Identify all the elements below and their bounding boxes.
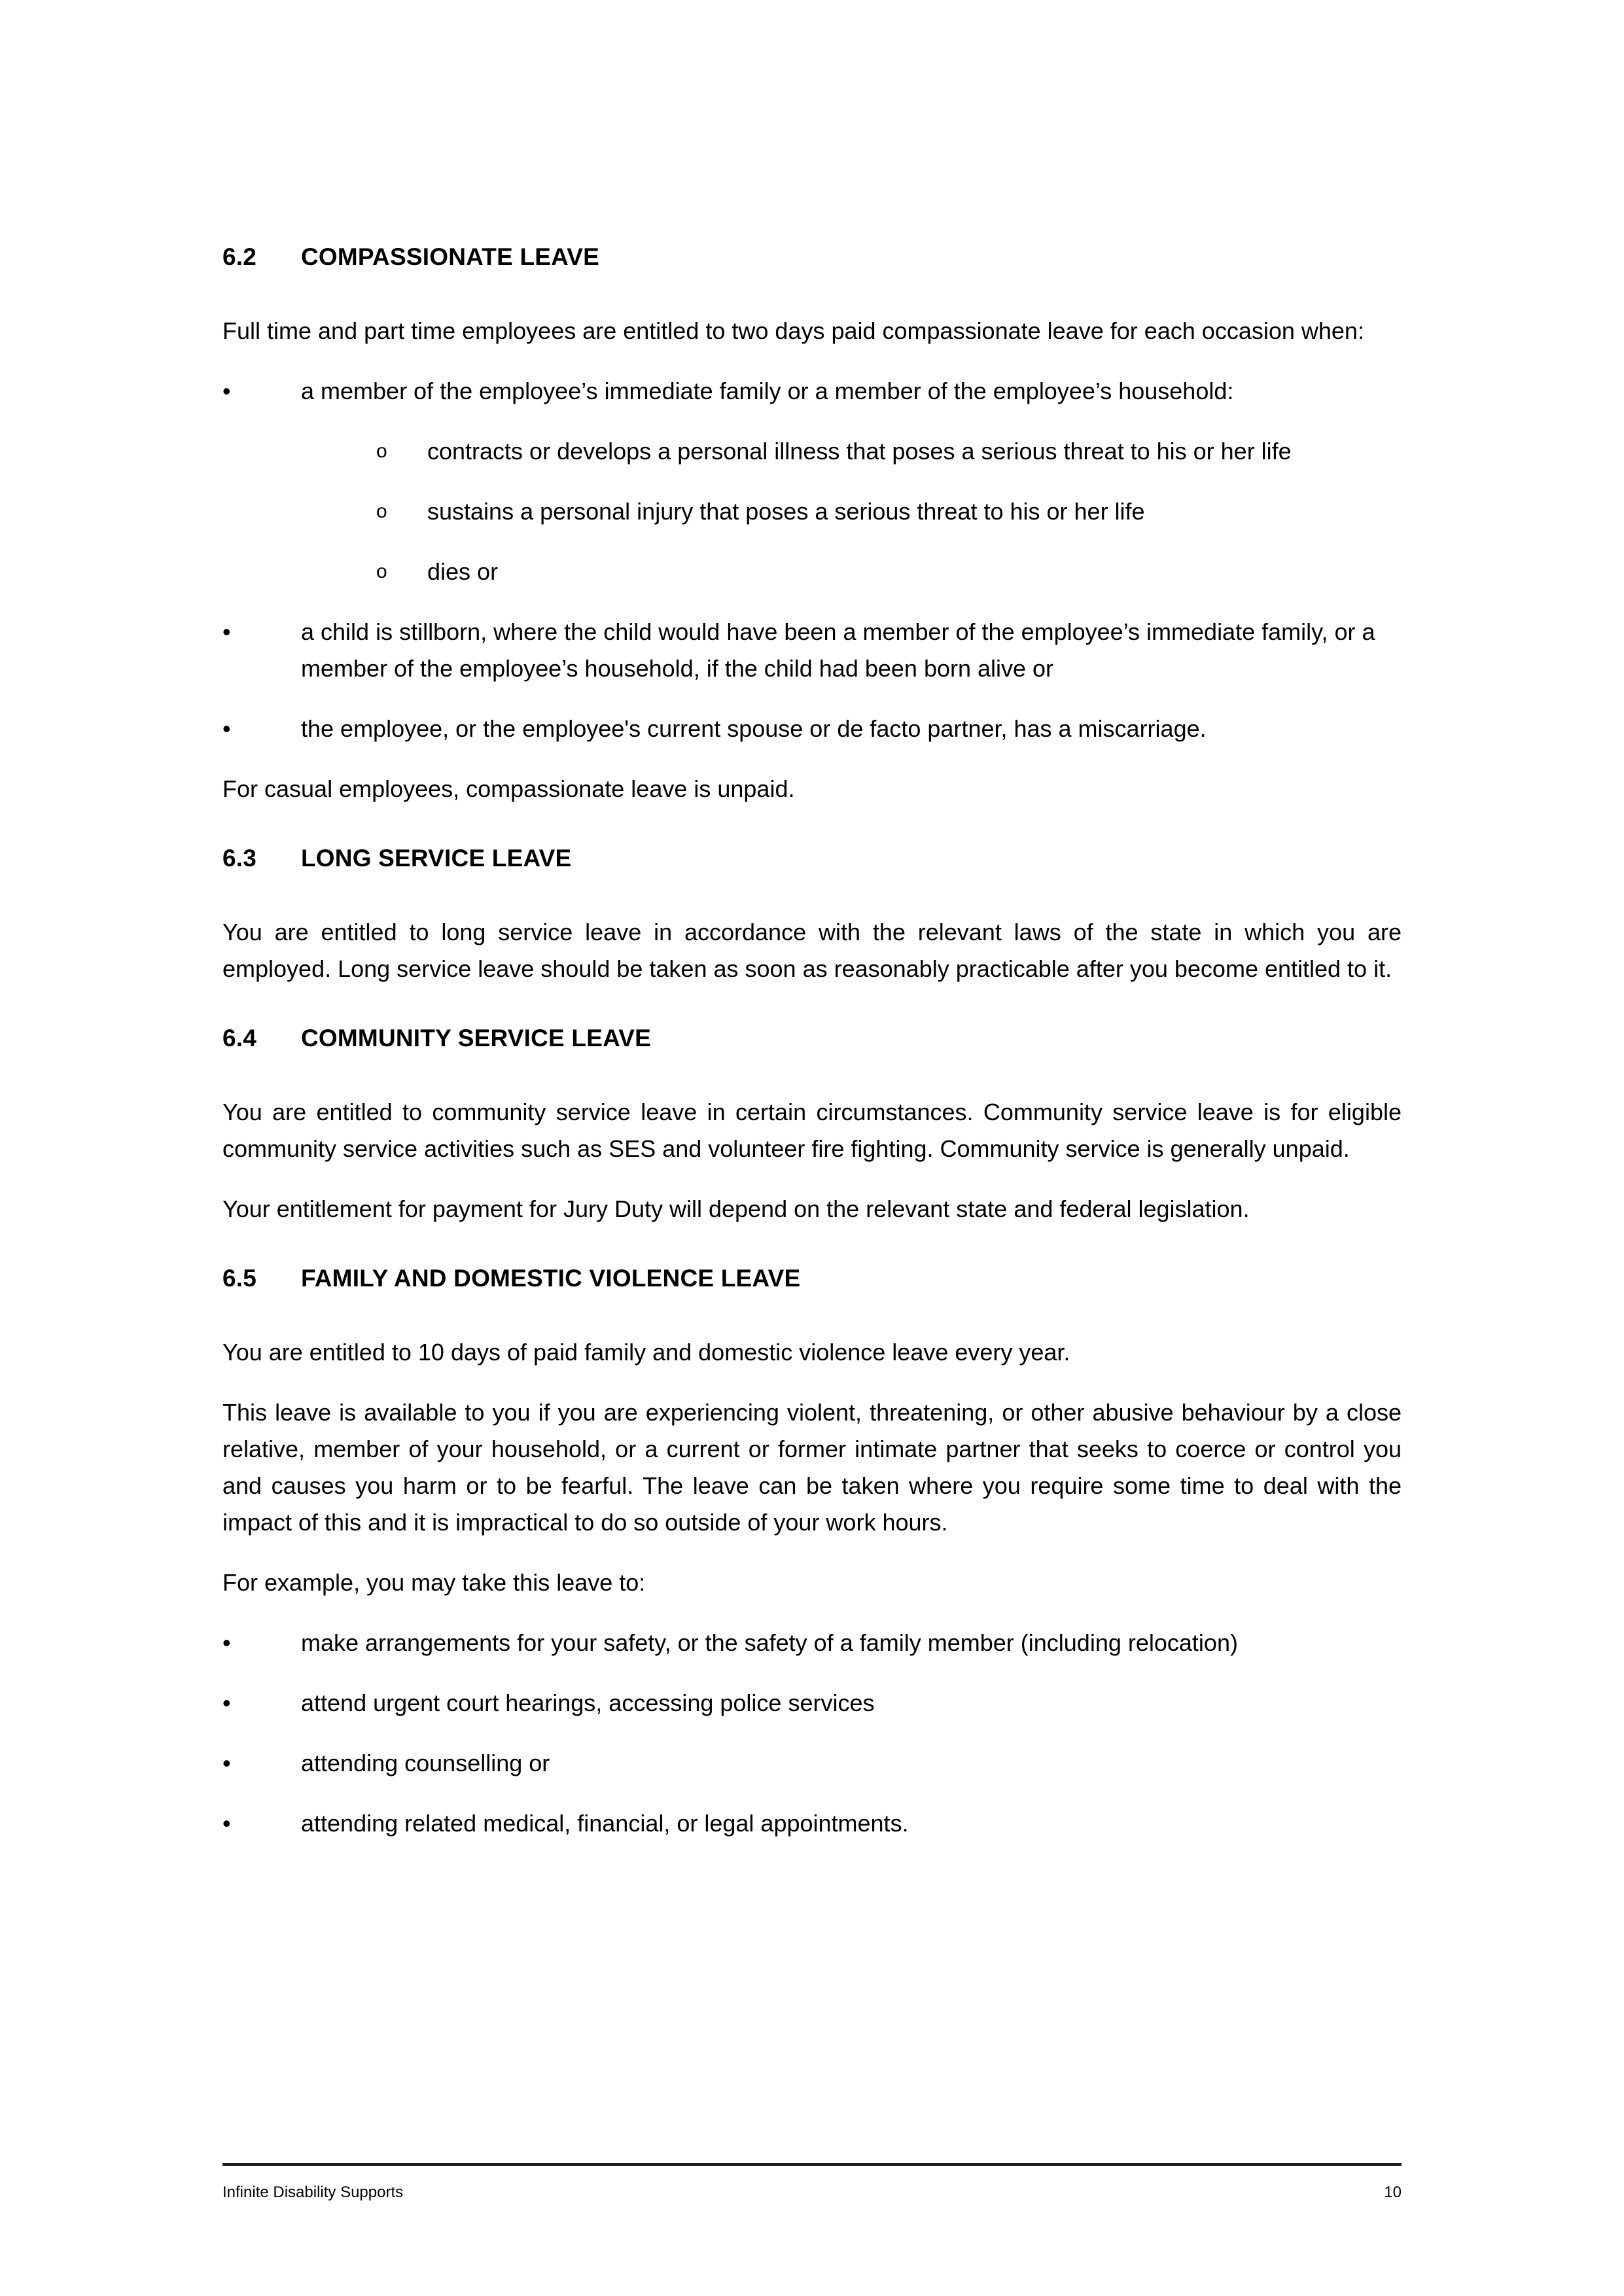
bullet-item — [222, 1745, 1402, 1782]
bullet-item — [222, 1685, 1402, 1722]
section-title: LONG SERVICE LEAVE — [301, 845, 572, 872]
bullet-marker: • — [222, 1750, 231, 1776]
paragraph: You are entitled to long service leave in accordance with the relevant laws of the state in which you are employed. Long service leave should be taken as soon as reasonably practicable after you become entitled to it. — [222, 919, 1402, 982]
section-heading — [222, 843, 1402, 874]
bullet-item — [222, 614, 1402, 687]
section-number: 6.2 — [222, 243, 257, 270]
section-title: COMMUNITY SERVICE LEAVE — [301, 1025, 652, 1051]
section-compassionate-leave — [222, 242, 1402, 807]
bullet-text: make arrangements for your safety, or the safety of a family member (including relocation) — [301, 1629, 1238, 1656]
bullet-text: attending related medical, financial, or legal appointments. — [301, 1810, 909, 1837]
bullet-item — [222, 1625, 1402, 1661]
footer-document-title: Infinite Disability Supports — [222, 2183, 404, 2201]
bullet-marker: • — [222, 1810, 231, 1837]
paragraph: You are entitled to community service leave in certain circumstances. Community service leave is for eligible community service activities such as SES and volunteer fire fighting. Community service is generally unpaid. — [222, 1099, 1402, 1162]
sub-bullet-marker: o — [376, 561, 387, 582]
bullet-marker: • — [222, 1689, 231, 1716]
paragraph: Full time and part time employees are entitled to two days paid compassionate leave for each occasion when: — [222, 317, 1364, 344]
bullet-item — [222, 373, 1402, 410]
page-footer — [222, 2163, 1402, 2202]
bullet-text: a member of the employee’s immediate family or a member of the employee’s household: — [301, 378, 1234, 404]
sub-bullet-text: dies or — [427, 558, 499, 585]
section-heading — [222, 1263, 1402, 1294]
sub-bullet-text: sustains a personal injury that poses a serious threat to his or her life — [427, 498, 1145, 525]
paragraph: This leave is available to you if you are experiencing violent, threatening, or other abusive behaviour by a close relative, member of your household, or a current or former intimate partner that seeks to coerce or control you and causes you harm or to be fearful. The leave can be taken where you require some time to deal with the impact of this and it is impractical to do so outside of your work hours. — [222, 1399, 1402, 1536]
sub-bullet-marker: o — [376, 501, 387, 522]
section-heading — [222, 242, 1402, 272]
section-long-service-leave — [222, 843, 1402, 987]
section-number: 6.4 — [222, 1025, 257, 1051]
bullet-marker: • — [222, 618, 231, 645]
section-heading — [222, 1023, 1402, 1053]
paragraph: You are entitled to 10 days of paid family and domestic violence leave every year. — [222, 1339, 1070, 1366]
sub-bullet-item — [376, 433, 1402, 470]
section-number: 6.3 — [222, 845, 257, 872]
document-content — [222, 242, 1402, 1865]
bullet-text: attending counselling or — [301, 1750, 550, 1776]
section-family-domestic-violence-leave — [222, 1263, 1402, 1842]
sub-bullet-item — [376, 493, 1402, 530]
section-title: COMPASSIONATE LEAVE — [301, 243, 600, 270]
bullet-item — [222, 711, 1402, 747]
section-number: 6.5 — [222, 1265, 257, 1292]
sub-bullet-item — [376, 554, 1402, 590]
bullet-marker: • — [222, 1629, 231, 1656]
bullet-item — [222, 1805, 1402, 1842]
bullet-text: a child is stillborn, where the child would have been a member of the employee’s immediate family, or a member of the employee’s household, if the child had been born alive or — [301, 618, 1375, 682]
section-title: FAMILY AND DOMESTIC VIOLENCE LEAVE — [301, 1265, 801, 1292]
footer-page-number: 10 — [1384, 2183, 1402, 2201]
bullet-text: attend urgent court hearings, accessing police services — [301, 1689, 875, 1716]
paragraph: For example, you may take this leave to: — [222, 1569, 646, 1596]
paragraph: For casual employees, compassionate leave is unpaid. — [222, 775, 795, 802]
paragraph: Your entitlement for payment for Jury Duty will depend on the relevant state and federal legislation. — [222, 1195, 1250, 1222]
sub-bullet-marker: o — [376, 440, 387, 462]
bullet-text: the employee, or the employee's current spouse or de facto partner, has a miscarriage. — [301, 715, 1207, 742]
bullet-marker: • — [222, 378, 231, 404]
sub-bullet-text: contracts or develops a personal illness that poses a serious threat to his or her life — [427, 438, 1292, 465]
bullet-marker: • — [222, 715, 231, 742]
section-community-service-leave — [222, 1023, 1402, 1227]
